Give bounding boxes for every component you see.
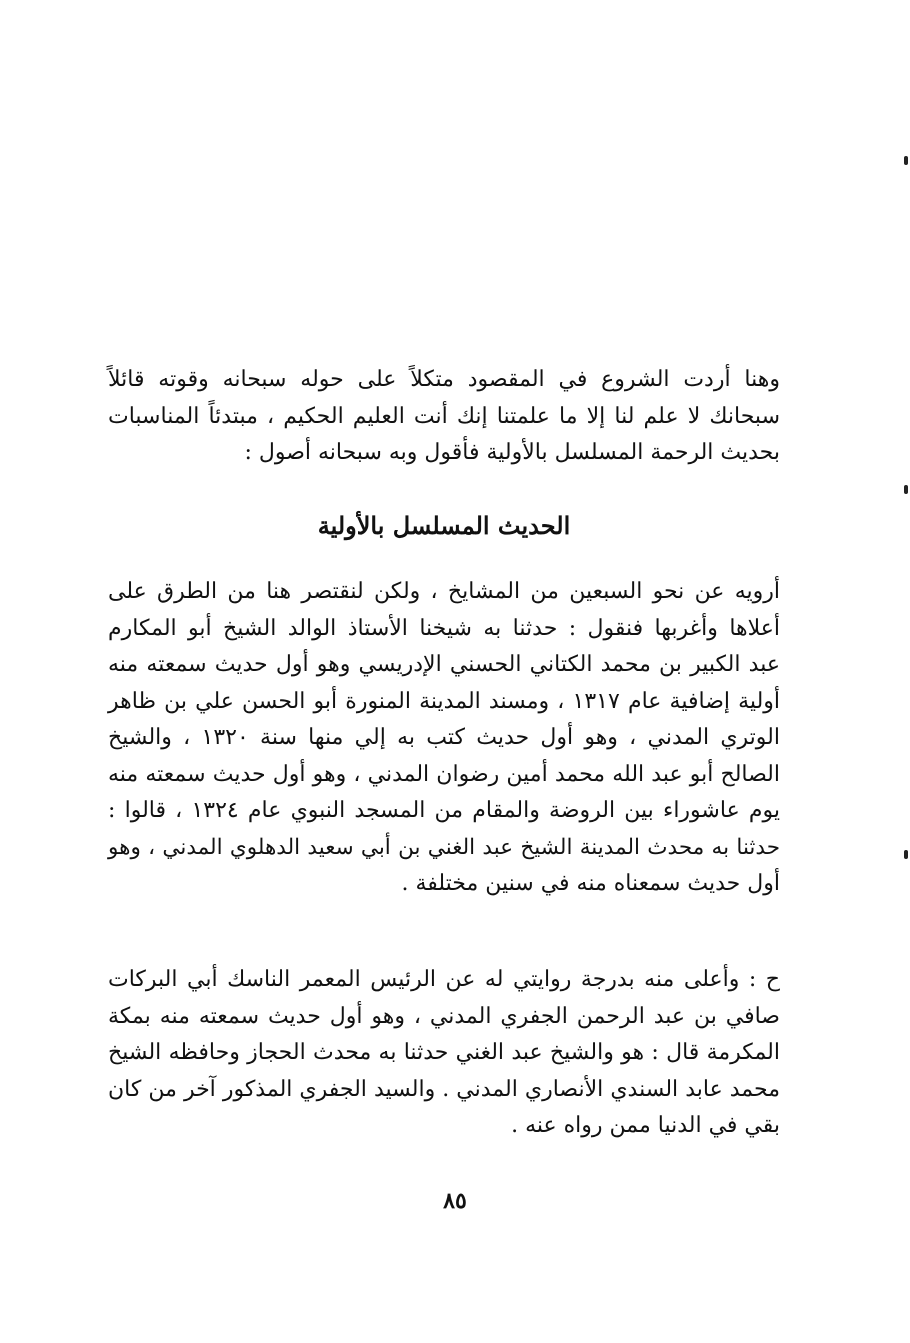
text-line: أول حديث سمعناه منه في سنين مختلفة . [401, 871, 780, 896]
text-line: بقي في الدنيا ممن رواه عنه . [511, 1113, 780, 1138]
text-line: صافي بن عبد الرحمن الجفري المدني ، وهو أول حديث سمعته منه بمكة [108, 1003, 780, 1029]
page-number: ٨٥ [443, 1188, 467, 1214]
body-paragraph-2 [108, 962, 780, 1145]
text-line: سبحانك لا علم لنا إلا ما علمتنا إنك أنت العليم الحكيم ، مبتدئاً المناسبات [108, 403, 780, 429]
scan-speck [904, 850, 908, 859]
scan-speck [904, 485, 908, 494]
section-heading: الحديث المسلسل بالأولية [317, 511, 571, 540]
text-line: الصالح أبو عبد الله محمد أمين رضوان المدني ، وهو أول حديث سمعته منه [108, 761, 780, 787]
text-line: حدثنا به محدث المدينة الشيخ عبد الغني بن أبي سعيد الدهلوي المدني ، وهو [108, 834, 780, 860]
text-line: بحديث الرحمة المسلسل بالأولية فأقول وبه سبحانه أصول : [244, 440, 780, 465]
intro-paragraph [108, 362, 780, 472]
text-line: محمد عابد السندي الأنصاري المدني . والسيد الجفري المذكور آخر من كان [108, 1076, 780, 1102]
text-line: أرويه عن نحو السبعين من المشايخ ، ولكن لنقتصر هنا من الطرق على [108, 579, 780, 604]
body-paragraph-1 [108, 574, 780, 903]
text-line: أعلاها وأغربها فنقول : حدثنا به شيخنا الأستاذ الوالد الشيخ أبو المكارم [108, 615, 780, 641]
text-line: ح : وأعلى منه بدرجة روايتي له عن الرئيس المعمر الناسك أبي البركات [108, 967, 780, 992]
text-line: يوم عاشوراء بين الروضة والمقام من المسجد النبوي عام ١٣٢٤ ، قالوا : [108, 798, 780, 823]
text-line: عبد الكبير بن محمد الكتاني الحسني الإدريسي وهو أول حديث سمعته منه [108, 652, 780, 677]
text-line: أولية إضافية عام ١٣١٧ ، ومسند المدينة المنورة أبو الحسن علي بن ظاهر [108, 688, 781, 714]
text-line: المكرمة قال : هو والشيخ عبد الغني حدثنا به محدث الحجاز وحافظه الشيخ [108, 1040, 780, 1065]
scan-speck [904, 156, 908, 165]
text-line: وهنا أردت الشروع في المقصود متكلاً على حوله سبحانه وقوته قائلاً [108, 367, 780, 392]
text-line: الوتري المدني ، وهو أول حديث كتب به إلي منها سنة ١٣٢٠ ، والشيخ [108, 725, 780, 750]
